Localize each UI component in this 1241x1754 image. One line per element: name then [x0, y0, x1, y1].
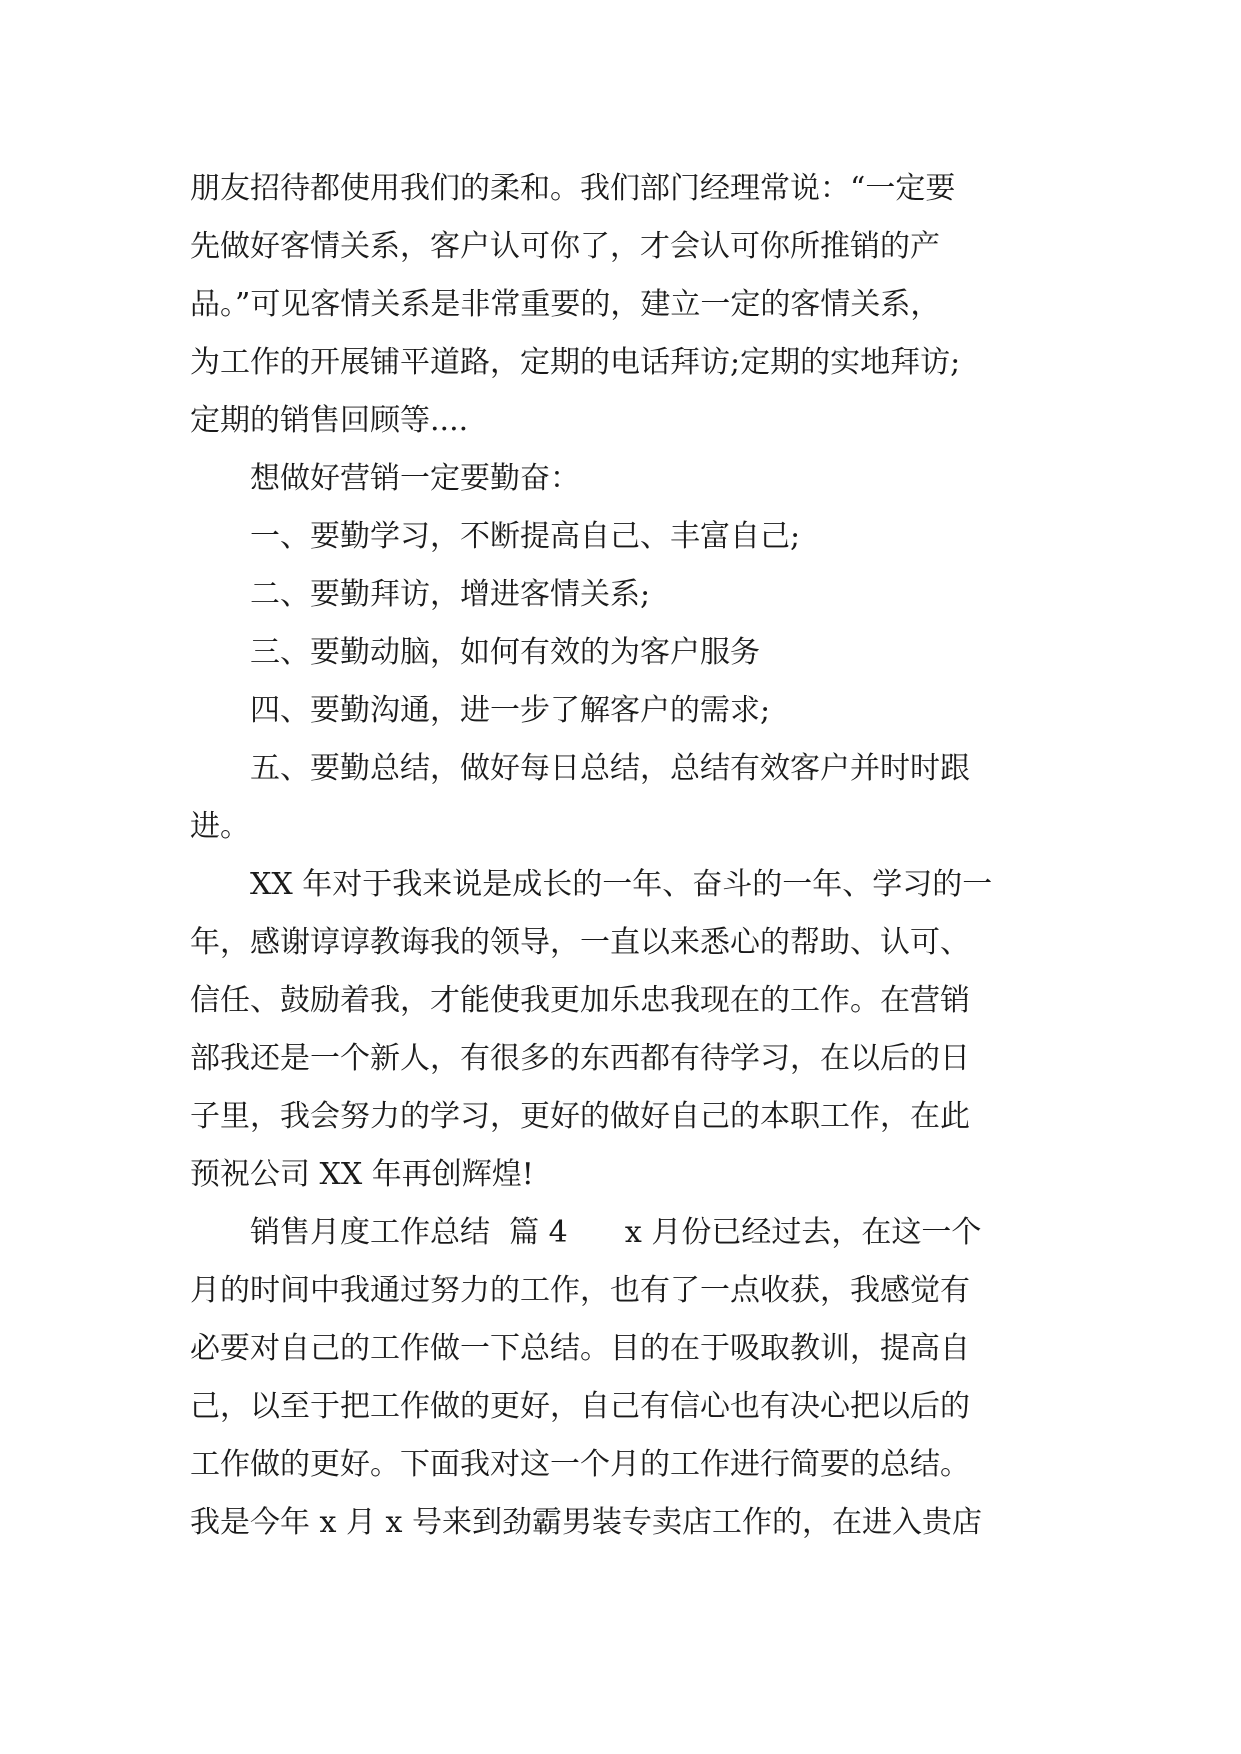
text-line: 我是今年 x 月 x 号来到劲霸男装专卖店工作的，在进入贵店 [190, 1505, 982, 1540]
text-line: 信任、鼓励着我，才能使我更加乐忠我现在的工作。在营销 [190, 983, 970, 1018]
text-line: 工作做的更好。下面我对这一个月的工作进行简要的总结。 [190, 1447, 970, 1482]
text-line: 年，感谢谆谆教诲我的领导，一直以来悉心的帮助、认可、 [190, 925, 970, 960]
text-line: 朋友招待都使用我们的柔和。我们部门经理常说：“一定要 [190, 171, 956, 206]
document-body [190, 160, 1060, 1552]
text-line: 三、要勤动脑，如何有效的为客户服务 [190, 635, 760, 670]
text-line: 必要对自己的工作做一下总结。目的在于吸取教训，提高自 [190, 1331, 970, 1366]
text-line: 月的时间中我通过努力的工作，也有了一点收获，我感觉有 [190, 1273, 970, 1308]
text-line: 己，以至于把工作做的更好，自己有信心也有决心把以后的 [190, 1389, 970, 1424]
text-line: 四、要勤沟通，进一步了解客户的需求; [190, 693, 771, 728]
text-line: 子里，我会努力的学习，更好的做好自己的本职工作，在此 [190, 1099, 970, 1134]
text-line: 先做好客情关系，客户认可你了，才会认可你所推销的产 [190, 229, 940, 264]
text-line: 进。 [190, 809, 250, 844]
text-line: XX 年对于我来说是成长的一年、奋斗的一年、学习的一 [190, 867, 993, 902]
text-line: 一、要勤学习，不断提高自己、丰富自己; [190, 519, 801, 554]
text-line: 为工作的开展铺平道路，定期的电话拜访;定期的实地拜访; [190, 345, 961, 380]
text-line: 预祝公司 XX 年再创辉煌! [190, 1157, 534, 1192]
text-line: 品。”可见客情关系是非常重要的，建立一定的客情关系， [190, 287, 941, 322]
text-line: 定期的销售回顾等.... [190, 403, 469, 438]
text-line: 销售月度工作总结 篇 4 x 月份已经过去，在这一个 [190, 1215, 982, 1250]
text-line: 五、要勤总结，做好每日总结，总结有效客户并时时跟 [190, 751, 970, 786]
text-line: 想做好营销一定要勤奋： [190, 461, 580, 496]
text-line: 二、要勤拜访，增进客情关系; [190, 577, 651, 612]
text-line: 部我还是一个新人，有很多的东西都有待学习，在以后的日 [190, 1041, 970, 1076]
